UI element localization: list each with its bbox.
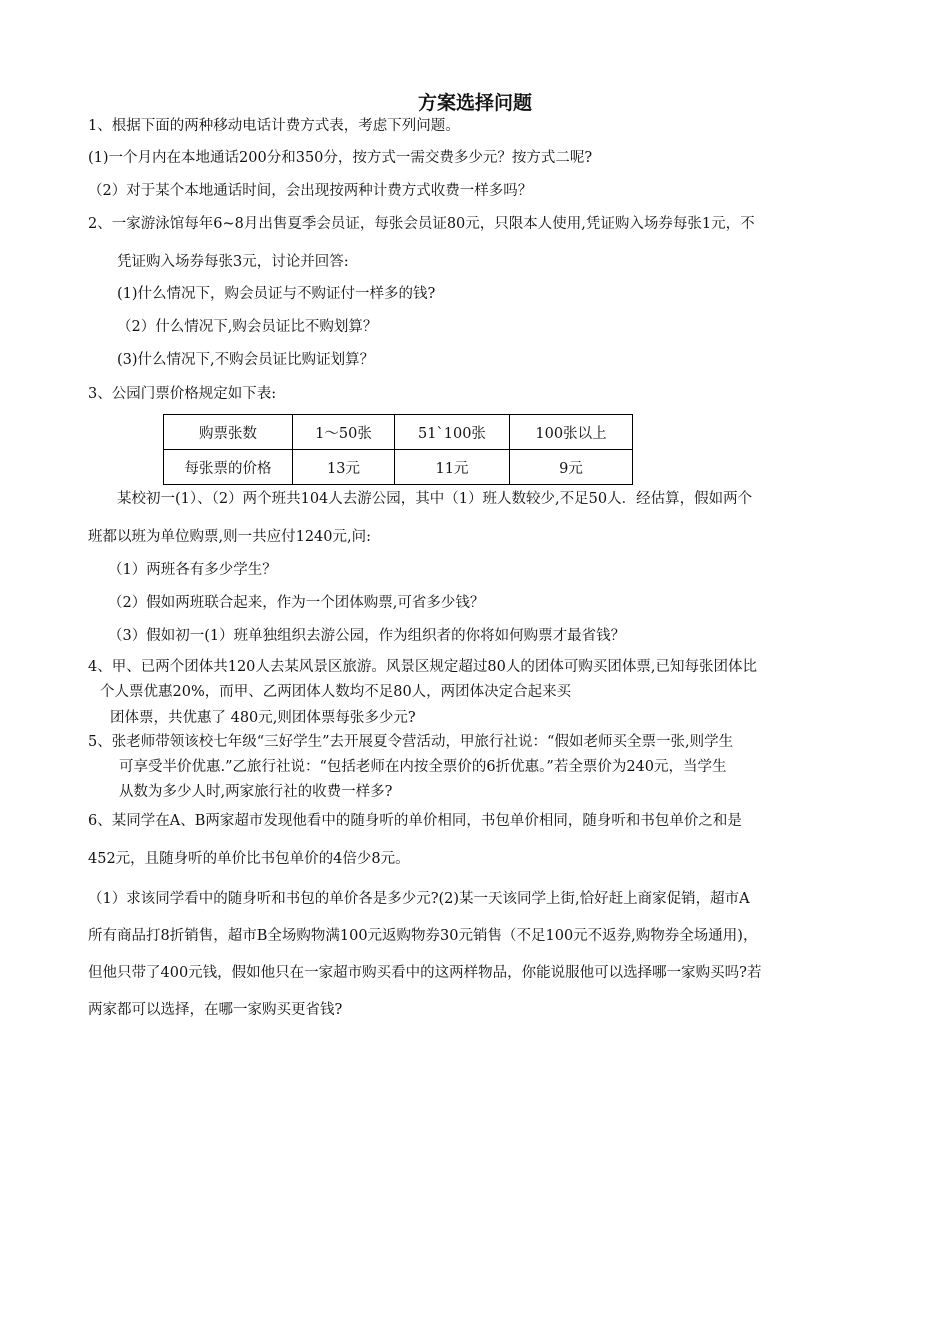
q3-part3: （3）假如初一(1）班单独组织去游公园，作为组织者的你将如何购票才最省钱？ <box>108 628 626 644</box>
q4-line1: 4、甲、已两个团体共120人去某风景区旅游。风景区规定超过80人的团体可购买团体票,已知每张团体比 <box>88 659 757 675</box>
q4-line3: 团体票，共优惠了 480元,则团体票每张多少元? <box>110 710 416 726</box>
table-cell: 51`100张 <box>395 415 510 450</box>
page-title: 方案选择问题 <box>417 92 532 114</box>
q1-stem: 1、根据下面的两种移动电话计费方式表，考虑下列问题。 <box>88 118 460 134</box>
q6-line1: 6、某同学在A、B两家超市发现他看中的随身听的单价相同，书包单价相同，随身听和书包单价之和是 <box>88 813 742 829</box>
q2-part2: （2）什么情况下,购会员证比不购划算？ <box>117 319 378 335</box>
q6-line2: 452元，且随身听的单价比书包单价的4倍少8元。 <box>88 851 410 867</box>
q6-line3: （1）求该同学看中的随身听和书包的单价各是多少元?(2)某一天该同学上街,恰好赶上商家促销，超市A <box>88 891 750 907</box>
q4-line2: 个人票优惠20%，而甲、乙两团体人数均不足80人，两团体决定合起来买 <box>100 684 572 700</box>
table-row <box>164 415 633 450</box>
q3-part1: （1）两班各有多少学生？ <box>108 562 277 578</box>
ticket-price-table <box>163 414 633 485</box>
q1-part2: （2）对于某个本地通话时间，会出现按两种计费方式收费一样多吗？ <box>88 183 533 199</box>
q2-stem: 2、一家游泳馆每年6~8月出售夏季会员证，每张会员证80元，只限本人使用,凭证购入场券每张1元，不 <box>88 216 755 232</box>
table-cell: 每张票的价格 <box>164 450 293 485</box>
q5-line1: 5、张老师带领该校七年级“三好学生”去开展夏令营活动，甲旅行社说：“假如老师买全票一张,则学生 <box>88 734 734 750</box>
q6-line4: 所有商品打8折销售，超市B全场购物满100元返购物券30元销售（不足100元不返券,购物券全场通用)， <box>88 928 758 944</box>
q2-part3: (3)什么情况下,不购会员证比购证划算？ <box>117 352 375 368</box>
q2-stem-cont: 凭证购入场券每张3元，讨论并回答: <box>117 254 349 270</box>
table-cell: 13元 <box>293 450 395 485</box>
q5-line2: 可享受半价优惠.”乙旅行社说：“包括老师在内按全票价的6折优惠。”若全票价为240元，当学生 <box>119 759 727 775</box>
table-cell: 11元 <box>395 450 510 485</box>
q6-line6: 两家都可以选择，在哪一家购买更省钱? <box>88 1002 343 1018</box>
q1-part1: (1)一个月内在本地通话200分和350分，按方式一需交费多少元？按方式二呢? <box>88 150 593 166</box>
q6-line5: 但他只带了400元钱，假如他只在一家超市购买看中的这两样物品，你能说服他可以选择哪一家购买吗?若 <box>88 965 762 981</box>
q5-line3: 从数为多少人时,两家旅行社的收费一样多? <box>119 784 393 800</box>
q3-para2: 班都以班为单位购票,则一共应付1240元,问: <box>88 529 372 545</box>
table-cell: 1～50张 <box>293 415 395 450</box>
q2-part1: (1)什么情况下，购会员证与不购证付一样多的钱? <box>117 286 436 302</box>
q3-part2: （2）假如两班联合起来，作为一个团体购票,可省多少钱？ <box>108 595 485 611</box>
q3-stem: 3、公园门票价格规定如下表: <box>88 386 277 402</box>
q3-para1: 某校初一(1）、（2）两个班共104人去游公园，其中（1）班人数较少,不足50人．经估算，假如两个 <box>117 491 753 507</box>
table-cell: 9元 <box>510 450 633 485</box>
table-cell: 购票张数 <box>164 415 293 450</box>
table-cell: 100张以上 <box>510 415 633 450</box>
table-row <box>164 450 633 485</box>
